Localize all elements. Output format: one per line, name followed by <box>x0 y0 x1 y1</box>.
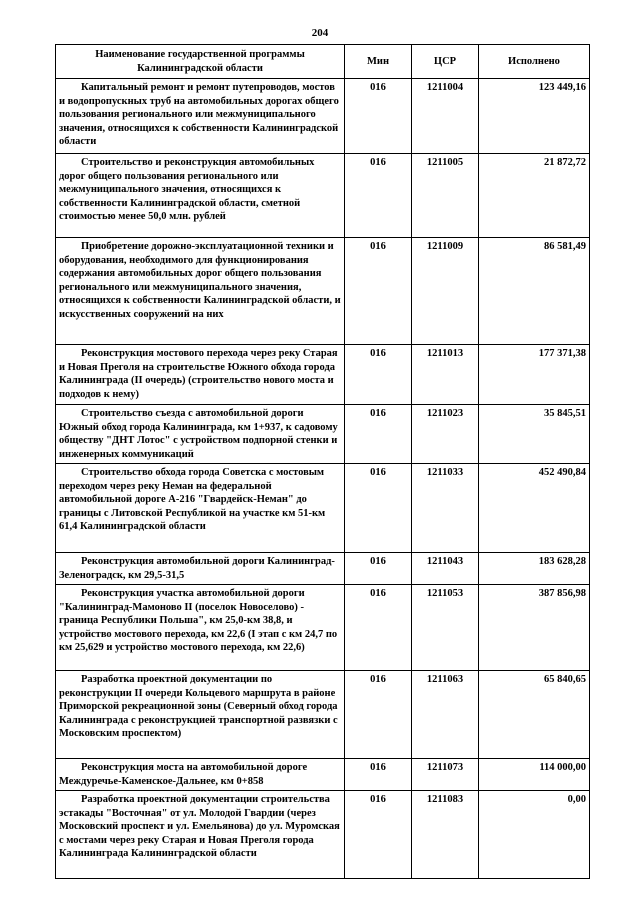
program-name-cell: Реконструкция моста на автомобильной дороге Междуречье-Каменское-Дальнее, км 0+858 <box>56 759 345 791</box>
min-cell: 016 <box>345 154 412 238</box>
table-row <box>56 553 590 585</box>
table-header-row <box>56 45 590 79</box>
csr-cell: 1211053 <box>412 585 479 671</box>
budget-table <box>55 44 590 879</box>
min-cell: 016 <box>345 238 412 345</box>
table-row <box>56 671 590 759</box>
program-name-cell: Приобретение дорожно-эксплуатационной техники и оборудования, необходимого для функционирования содержания автомобильных дорог общего пользования регионального или межмуниципального значения, относящихся к собственности Калининградской области, и искусственных сооружений на них <box>56 238 345 345</box>
amount-cell: 114 000,00 <box>479 759 590 791</box>
csr-cell: 1211023 <box>412 405 479 464</box>
table-row <box>56 405 590 464</box>
amount-cell: 183 628,28 <box>479 553 590 585</box>
header-csr: ЦСР <box>412 45 479 79</box>
amount-cell: 123 449,16 <box>479 79 590 154</box>
program-name-cell: Строительство и реконструкция автомобильных дорог общего пользования регионального или межмуниципального значения, относящихся к собственности Калининградской области, сметной стоимостью менее 50,0 млн. рублей <box>56 154 345 238</box>
min-cell: 016 <box>345 759 412 791</box>
min-cell: 016 <box>345 405 412 464</box>
amount-cell: 387 856,98 <box>479 585 590 671</box>
program-name-cell: Разработка проектной документации строительства эстакады "Восточная" от ул. Молодой Гвардии (через Московский проспект и ул. Емельянова) до ул. Муромская с мостами через реку Старая и Новая Преголя города Калининграда Калининградской области <box>56 791 345 879</box>
header-done: Исполнено <box>479 45 590 79</box>
header-min: Мин <box>345 45 412 79</box>
table-row <box>56 585 590 671</box>
amount-cell: 452 490,84 <box>479 464 590 553</box>
header-program-name: Наименование государственной программы Калининградской области <box>56 45 345 79</box>
page-number: 204 <box>311 27 329 39</box>
table-row <box>56 791 590 879</box>
table-row <box>56 154 590 238</box>
csr-cell: 1211005 <box>412 154 479 238</box>
amount-cell: 35 845,51 <box>479 405 590 464</box>
min-cell: 016 <box>345 464 412 553</box>
min-cell: 016 <box>345 791 412 879</box>
table-row <box>56 238 590 345</box>
program-name-cell: Реконструкция автомобильной дороги Калининград-Зеленоградск, км 29,5-31,5 <box>56 553 345 585</box>
program-name-cell: Реконструкция участка автомобильной дороги "Калининград-Мамоново II (поселок Новоселово) - граница Республики Польша", км 25,0-км 38,8, и устройство мостового перехода, км 22,6 (I этап с км 24,7 по км 25,629 и устройство мостового перехода, км 22,6) <box>56 585 345 671</box>
csr-cell: 1211043 <box>412 553 479 585</box>
program-name-cell: Строительство съезда с автомобильной дороги Южный обход города Калининграда, км 1+937, к садовому обществу "ДНТ Лотос" с устройством подпорной стенки и инженерных коммуникаций <box>56 405 345 464</box>
csr-cell: 1211013 <box>412 345 479 405</box>
program-name-cell: Капитальный ремонт и ремонт путепроводов, мостов и водопропускных труб на автомобильных дорогах общего пользования регионального или межмуниципального значения, относящихся к собственности Калининградской области <box>56 79 345 154</box>
csr-cell: 1211083 <box>412 791 479 879</box>
program-name-cell: Реконструкция мостового перехода через реку Старая и Новая Преголя на строительстве Южного обхода города Калининграда (II очередь) (строительство нового моста и подходов к нему) <box>56 345 345 405</box>
csr-cell: 1211063 <box>412 671 479 759</box>
min-cell: 016 <box>345 671 412 759</box>
min-cell: 016 <box>345 345 412 405</box>
amount-cell: 0,00 <box>479 791 590 879</box>
csr-cell: 1211073 <box>412 759 479 791</box>
amount-cell: 86 581,49 <box>479 238 590 345</box>
amount-cell: 21 872,72 <box>479 154 590 238</box>
csr-cell: 1211004 <box>412 79 479 154</box>
min-cell: 016 <box>345 79 412 154</box>
csr-cell: 1211033 <box>412 464 479 553</box>
min-cell: 016 <box>345 585 412 671</box>
csr-cell: 1211009 <box>412 238 479 345</box>
table-row <box>56 79 590 154</box>
min-cell: 016 <box>345 553 412 585</box>
program-name-cell: Разработка проектной документации по реконструкции II очереди Кольцевого маршрута в районе Приморской рекреационной зоны (Северный обход города Калининграда с реконструкцией транспортной развязки с Московским проспектом) <box>56 671 345 759</box>
table-row <box>56 345 590 405</box>
program-name-cell: Строительство обхода города Советска с мостовым переходом через реку Неман на федеральной автомобильной дороге А-216 "Гвардейск-Неман" до границы с Литовской Республикой на участке км 51-км 61,4 Калининградской области <box>56 464 345 553</box>
table-row <box>56 759 590 791</box>
amount-cell: 177 371,38 <box>479 345 590 405</box>
table-row <box>56 464 590 553</box>
amount-cell: 65 840,65 <box>479 671 590 759</box>
